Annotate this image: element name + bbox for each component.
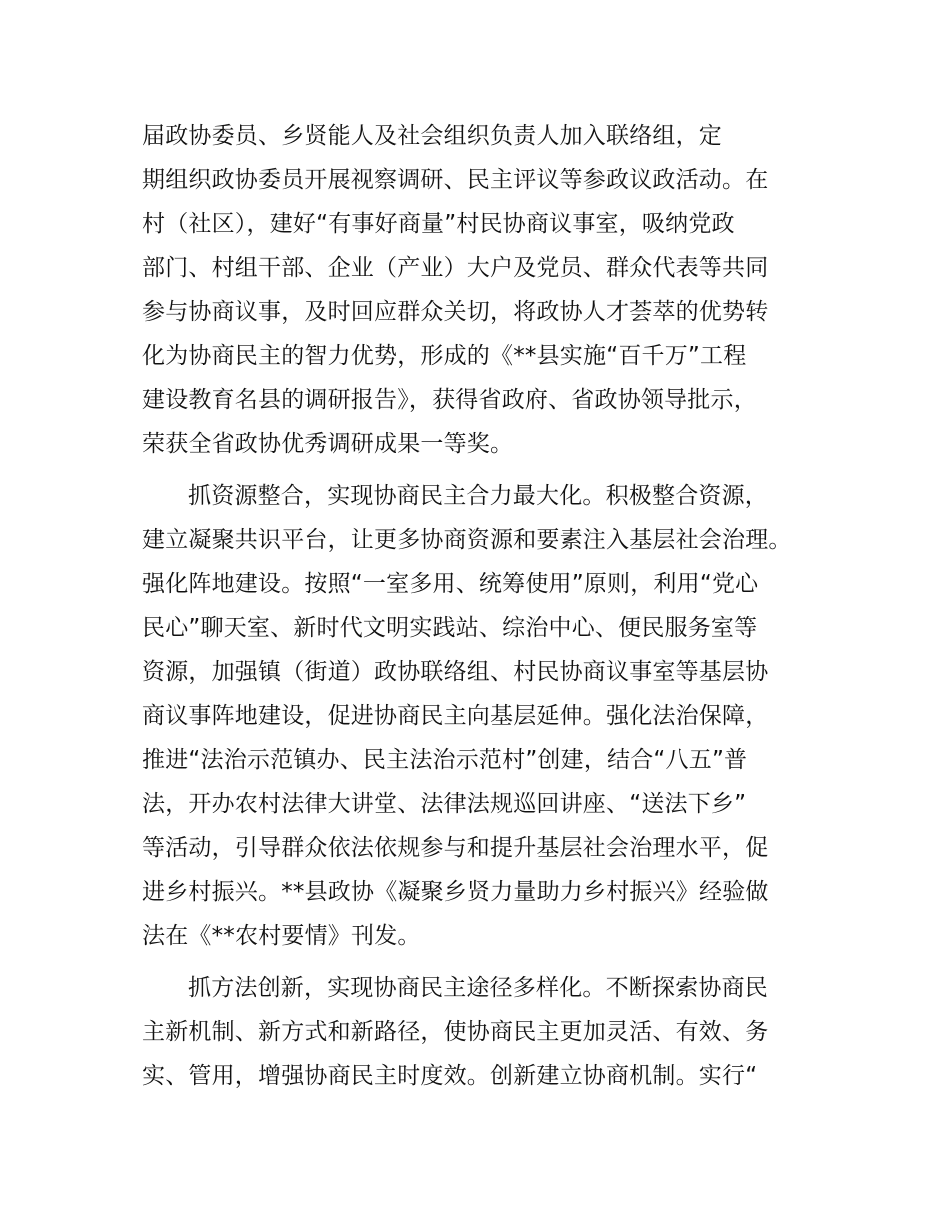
paragraph-2-line-6: 商议事阵地建设，促进协商民主向基层延伸。强化法治保障， — [142, 703, 769, 729]
paragraph-1-line-4: 部门、村组干部、企业（产业）大户及党员、群众代表等共同 — [142, 255, 769, 281]
paragraph-2-line-11: 法在《**农村要情》刊发。 — [142, 923, 421, 949]
paragraph-1-line-2: 期组织政协委员开展视察调研、民主评议等参政议政活动。在 — [142, 167, 769, 193]
paragraph-2-line-7: 推进“法治示范镇办、民主法治示范村”创建，结合“八五”普 — [142, 747, 748, 773]
paragraph-2-line-10: 进乡村振兴。**县政协《凝聚乡贤力量助力乡村振兴》经验做 — [142, 879, 769, 905]
paragraph-1-line-1: 届政协委员、乡贤能人及社会组织负责人加入联络组，定 — [142, 123, 722, 149]
paragraph-1-line-7: 建设教育名县的调研报告》，获得省政府、省政协领导批示， — [142, 387, 757, 413]
paragraph-2-line-2: 建立凝聚共识平台，让更多协商资源和要素注入基层社会治理。 — [142, 527, 792, 553]
paragraph-1-line-3: 村（社区），建好“有事好商量”村民协商议事室，吸纳党政 — [142, 211, 735, 237]
paragraph-2-line-1: 抓资源整合，实现协商民主合力最大化。积极整合资源， — [188, 483, 768, 509]
paragraph-1-line-5: 参与协商议事，及时回应群众关切，将政协人才荟萃的优势转 — [142, 299, 769, 325]
paragraph-3-line-2: 主新机制、新方式和新路径，使协商民主更加灵活、有效、务 — [142, 1019, 769, 1045]
paragraph-2-line-5: 资源，加强镇（街道）政协联络组、村民协商议事室等基层协 — [142, 659, 769, 685]
paragraph-3-line-1: 抓方法创新，实现协商民主途径多样化。不断探索协商民 — [188, 975, 768, 1001]
paragraph-2-line-4: 民心”聊天室、新时代文明实践站、综治中心、便民服务室等 — [142, 615, 758, 641]
paragraph-1-line-8: 荣获全省政协优秀调研成果一等奖。 — [142, 431, 514, 457]
paragraph-2-line-8: 法，开办农村法律大讲堂、法律法规巡回讲座、“送法下乡” — [142, 791, 747, 817]
paragraph-2-line-9: 等活动，引导群众依法依规参与和提升基层社会治理水平，促 — [142, 835, 769, 861]
paragraph-3-line-3: 实、管用，增强协商民主时度效。创新建立协商机制。实行“ — [142, 1063, 758, 1089]
paragraph-1-line-6: 化为协商民主的智力优势，形成的《**县实施“百千万”工程 — [142, 343, 747, 369]
paragraph-2-line-3: 强化阵地建设。按照“一室多用、统筹使用”原则，利用“党心 — [142, 571, 759, 597]
